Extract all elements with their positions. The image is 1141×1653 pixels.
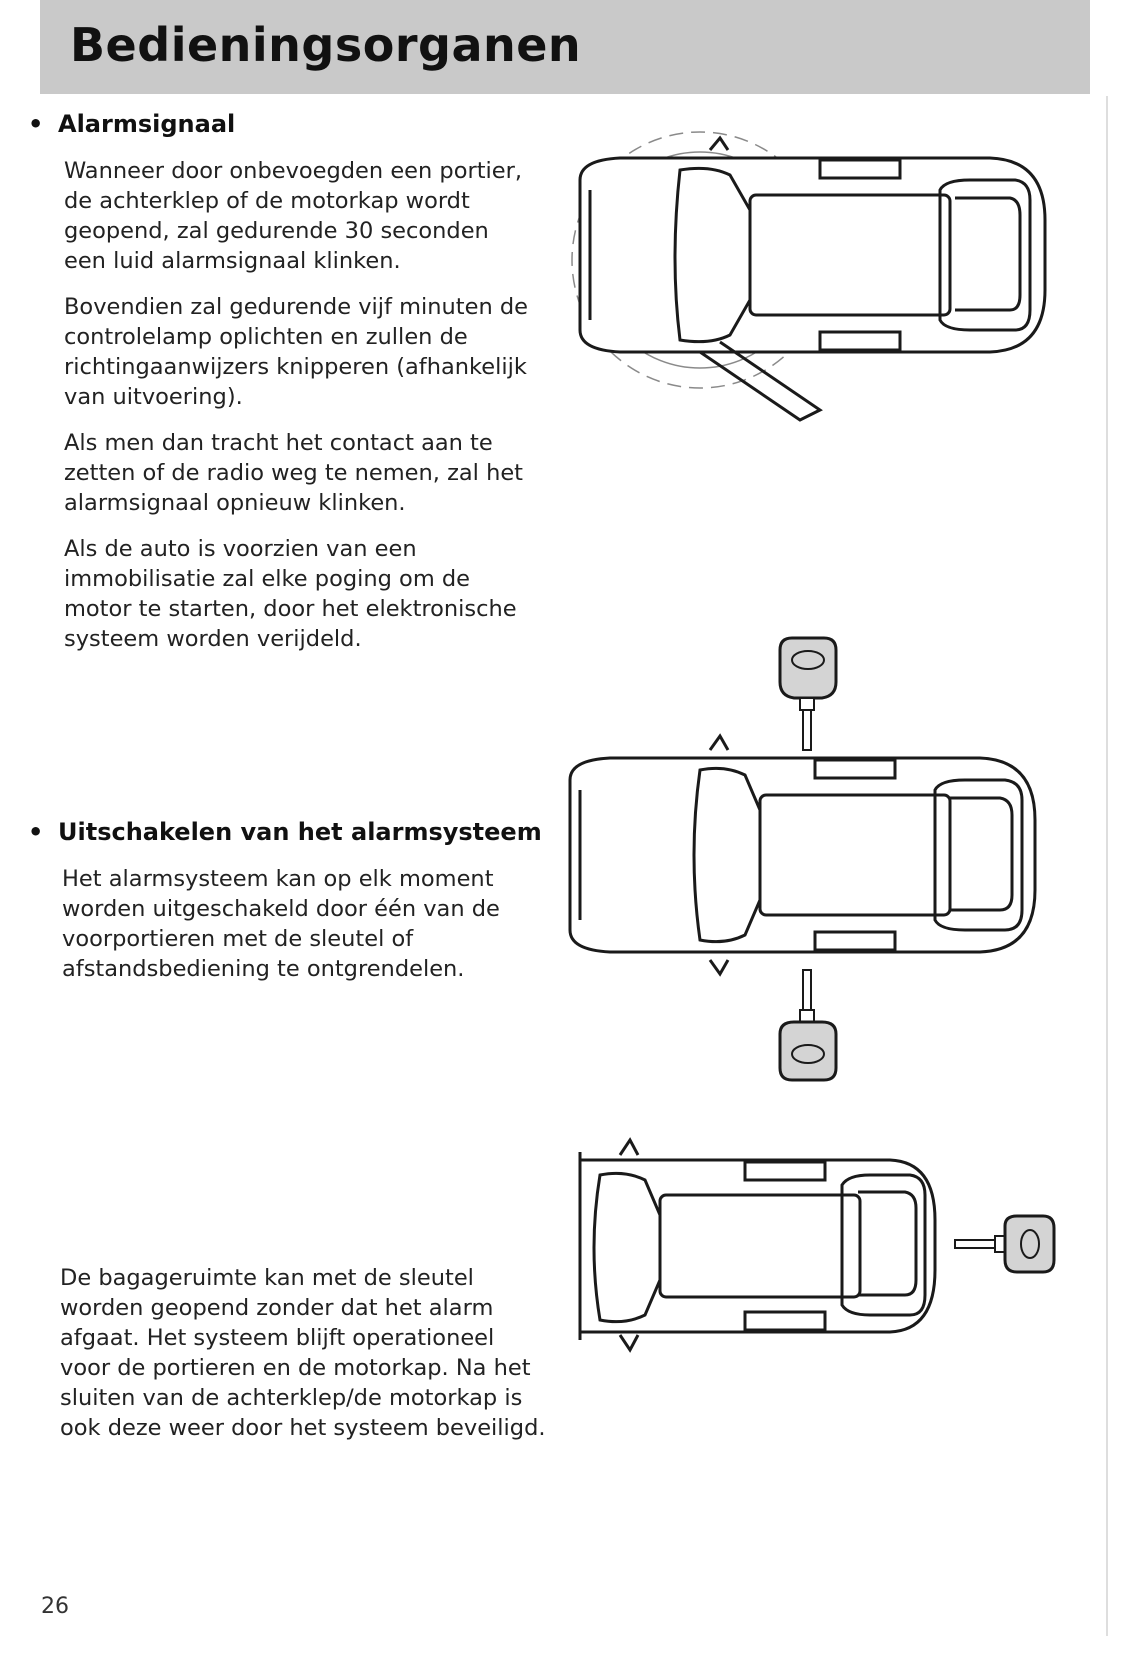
paragraph: Het alarmsysteem kan op elk moment worden uitgeschakeld door één van de voorportieren met de sleutel of afstandsbediening te ontgrendelen.	[62, 866, 500, 982]
paragraph: Als men dan tracht het contact aan te zetten of de radio weg te nemen, zal het alarmsignaal opnieuw klinken.	[64, 430, 524, 516]
bullet-icon: •	[28, 818, 44, 846]
page-edge-rule	[1106, 96, 1108, 1636]
section-heading-text: Uitschakelen van het alarmsysteem	[58, 818, 542, 846]
section-heading-text: Alarmsignaal	[58, 110, 236, 138]
section-heading-alarmsignaal	[28, 110, 235, 138]
key-top-icon	[780, 638, 836, 750]
paragraph: Wanneer door onbevoegden een portier, de achterklep of de motorkap wordt geopend, zal gedurende 30 seconden een luid alarmsignaal klinken.	[64, 158, 523, 274]
bullet-icon: •	[28, 110, 44, 138]
key-tailgate-icon	[955, 1216, 1054, 1272]
paragraph: De bagageruimte kan met de sleutel worden geopend zonder dat het alarm afgaat. Het systeem blijft operationeel voor de portieren en de motorkap. Na het sluiten van de achterklep/de motorkap is ook deze weer door het systeem beveiligd.	[60, 1265, 546, 1441]
figure-alarm-car	[560, 120, 1060, 450]
section-heading-uitschakelen	[28, 818, 542, 846]
car-topview-icon	[580, 1140, 935, 1350]
figure-car-tailgate-key	[580, 1130, 1060, 1360]
car-topview-icon	[570, 736, 1035, 974]
figure-car-front-keys	[560, 630, 1060, 1060]
key-bottom-icon	[780, 970, 836, 1080]
paragraph: Bovendien zal gedurende vijf minuten de controlelamp oplichten en zullen de richtingaanwijzers knipperen (afhankelijk van uitvoering).	[64, 294, 528, 410]
page-number: 26	[41, 1594, 69, 1619]
page-title: Bedieningsorganen	[70, 18, 582, 72]
paragraph: Als de auto is voorzien van een immobilisatie zal elke poging om de motor te starten, door het elektronische systeem worden verijdeld.	[64, 536, 517, 652]
